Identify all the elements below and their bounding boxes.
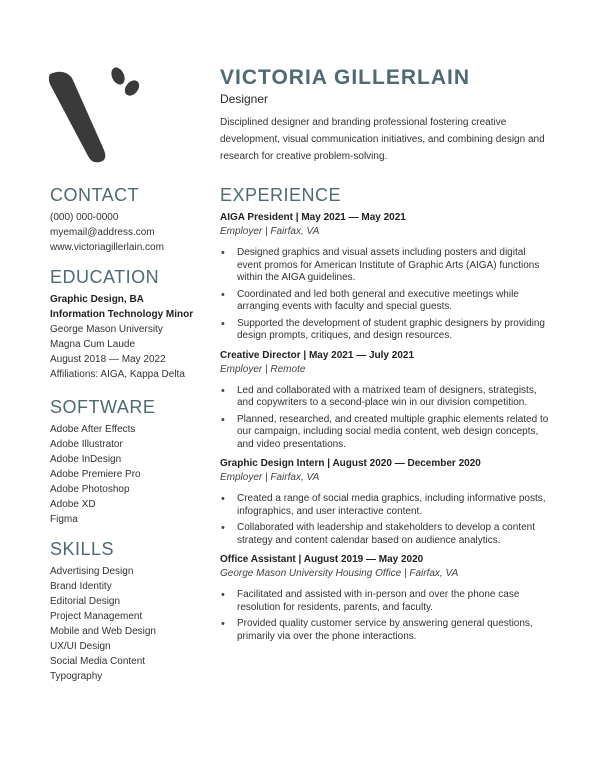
skills-section xyxy=(50,538,215,684)
job-entry xyxy=(220,349,550,452)
skill-item: Brand Identity xyxy=(50,581,112,592)
job-bullets xyxy=(220,385,550,452)
skills-heading: SKILLS xyxy=(50,539,115,559)
education-school: George Mason University xyxy=(50,324,163,335)
job-title: Office Assistant | August 2019 — May 2020 xyxy=(220,554,424,565)
job-bullet: • Coordinated and led both general and executive meetings while arranging events with faculty and special guests. xyxy=(220,289,550,314)
job-title: Creative Director | May 2021 — July 2021 xyxy=(220,349,415,361)
contact-section xyxy=(50,184,215,255)
software-item: Adobe Premiere Pro xyxy=(50,469,141,480)
job-bullet: • Designed graphics and visual assets including posters and digital event promos for American Institute of Graphic Arts (AIGA) functions within the AIGA guidelines. xyxy=(220,247,550,285)
software-item: Adobe Illustrator xyxy=(50,439,123,450)
job-title: Graphic Design Intern | August 2020 — December 2020 xyxy=(220,458,481,469)
job-bullets xyxy=(220,247,550,343)
skill-item: Editorial Design xyxy=(50,596,121,607)
job-employer: Employer | Fairfax, VA xyxy=(220,226,320,237)
job-bullet: • Provided quality customer service by answering general questions, primarily via over the phone interactions. xyxy=(220,618,550,643)
professional-summary: Disciplined designer and branding professional fostering creative development, visual communication initiatives, and combining design and research for creative problem-solving. xyxy=(220,117,545,162)
job-bullet: • Supported the development of student graphic designers by providing design prompts, critiques, and design resources. xyxy=(220,318,550,343)
candidate-role: Designer xyxy=(220,92,269,106)
job-bullet: • Created a range of social media graphics, including informative posts, infographics, and user interactive content. xyxy=(220,493,550,518)
software-item: Adobe XD xyxy=(50,499,96,510)
contact-website: www.victoriagillerlain.com xyxy=(50,242,164,253)
skill-item: Typography xyxy=(50,671,103,682)
skill-item: Advertising Design xyxy=(50,566,134,577)
contact-email: myemail@address.com xyxy=(50,227,155,238)
job-employer: Employer | Remote xyxy=(220,363,306,375)
logo-mark-icon xyxy=(46,64,156,174)
software-item: Adobe Photoshop xyxy=(50,484,130,495)
education-honors: Magna Cum Laude xyxy=(50,339,136,350)
experience-heading: EXPERIENCE xyxy=(220,185,342,205)
education-affiliations: Affiliations: AIGA, Kappa Delta xyxy=(50,369,185,380)
skill-item: UX/UI Design xyxy=(50,641,111,652)
software-heading: SOFTWARE xyxy=(50,397,156,417)
education-degree: Graphic Design, BA xyxy=(50,294,144,305)
job-entry xyxy=(220,211,550,343)
job-bullets xyxy=(220,493,550,547)
job-entry xyxy=(220,457,550,547)
software-section xyxy=(50,396,215,527)
job-bullet: • Planned, researched, and created multiple graphic elements related to our campaign, including social media content, web design concepts, and video presentations. xyxy=(220,414,550,452)
contact-phone: (000) 000-0000 xyxy=(50,212,119,223)
software-item: Adobe InDesign xyxy=(50,454,122,465)
job-employer: Employer | Fairfax, VA xyxy=(220,472,320,483)
job-entry xyxy=(220,553,550,643)
job-bullet: • Collaborated with leadership and stakeholders to develop a content strategy and content calendar based on audience analytics. xyxy=(220,522,550,547)
education-section xyxy=(50,266,215,382)
software-item: Figma xyxy=(50,514,78,525)
skill-item: Mobile and Web Design xyxy=(50,626,156,637)
candidate-name: VICTORIA GILLERLAIN xyxy=(220,66,470,89)
skill-item: Project Management xyxy=(50,611,143,622)
experience-section xyxy=(220,184,550,649)
contact-heading: CONTACT xyxy=(50,185,140,205)
education-dates: August 2018 — May 2022 xyxy=(50,354,166,365)
education-heading: EDUCATION xyxy=(50,267,160,287)
job-title: AIGA President | May 2021 — May 2021 xyxy=(220,212,406,223)
job-bullet: • Led and collaborated with a matrixed team of designers, strategists, and copywriters to a second-place win in our division competition. xyxy=(220,385,550,410)
job-bullets xyxy=(220,589,550,643)
job-employer: George Mason University Housing Office | Fairfax, VA xyxy=(220,568,459,579)
skill-item: Social Media Content xyxy=(50,656,146,667)
software-item: Adobe After Effects xyxy=(50,424,136,435)
job-bullet: • Facilitated and assisted with in-person and over the phone case resolution for residents, parents, and faculty. xyxy=(220,589,550,614)
education-minor: Information Technology Minor xyxy=(50,309,194,320)
